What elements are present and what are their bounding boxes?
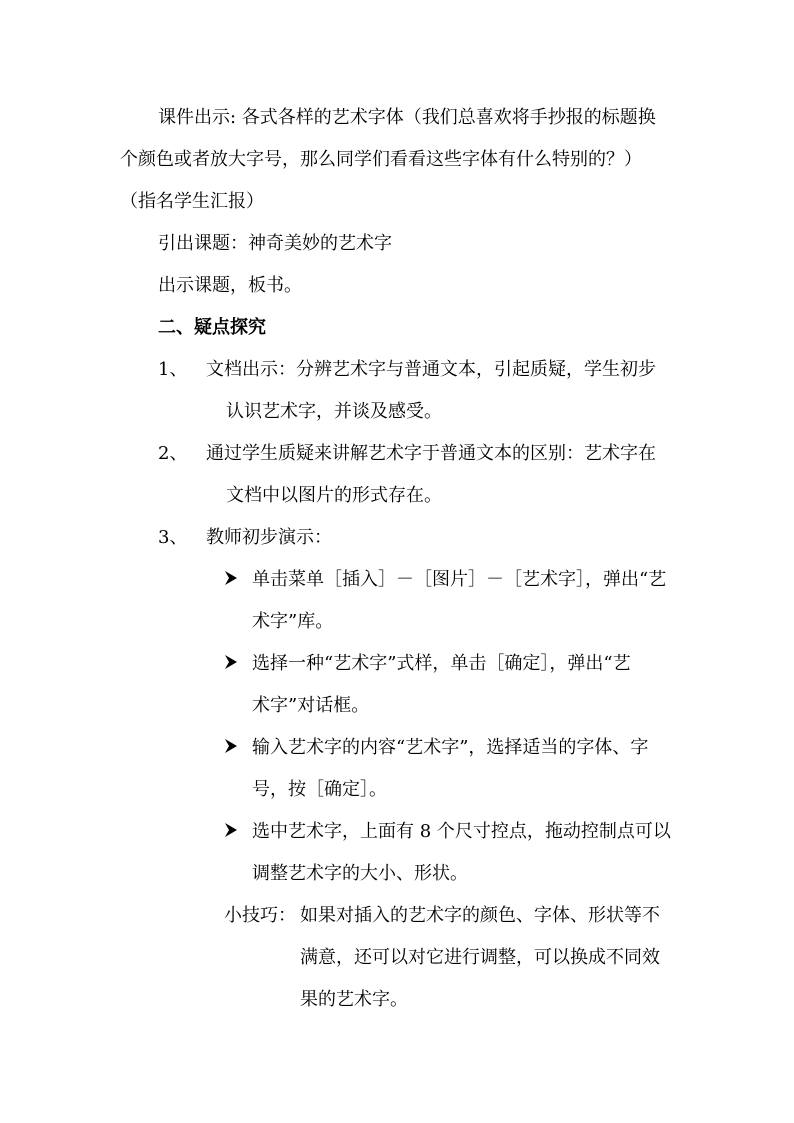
item-number-3: 3、 [158, 527, 188, 548]
item-number-1: 1、 [158, 359, 188, 380]
item-2-line-2: 文档中以图片的形式存在。 [226, 485, 442, 506]
arrow-bullet-icon [224, 654, 238, 670]
intro-line-4: 引出课题：神奇美妙的艺术字 [158, 233, 392, 254]
item-1-line-1: 文档出示：分辨艺术字与普通文本，引起质疑，学生初步 [206, 359, 656, 380]
tip-line-2: 满意，还可以对它进行调整，可以换成不同效 [300, 947, 660, 968]
step-3-line-2: 号，按［确定］。 [252, 779, 387, 800]
arrow-bullet-icon [224, 738, 238, 754]
step-4-line-2: 调整艺术字的大小、形状。 [252, 863, 468, 884]
arrow-bullet-icon [224, 570, 238, 586]
tip-line-1: 如果对插入的艺术字的颜色、字体、形状等不 [300, 905, 660, 926]
intro-line-3: （指名学生汇报） [120, 191, 264, 212]
intro-line-2: 个颜色或者放大字号，那么同学们看看这些字体有什么特别的？） [120, 149, 642, 170]
item-number-2: 2、 [158, 443, 188, 464]
tip-label: 小技巧： [224, 905, 296, 926]
intro-line-1: 课件出示: 各式各样的艺术字体（我们总喜欢将手抄报的标题换 [158, 107, 656, 128]
step-2-line-2: 术字”对话框。 [252, 695, 370, 716]
step-2-line-1: 选择一种“艺术字”式样，单击［确定］，弹出“艺 [252, 653, 631, 674]
arrow-bullet-icon [224, 822, 238, 838]
item-1-line-2: 认识艺术字，并谈及感受。 [226, 401, 442, 422]
step-3-line-1: 输入艺术字的内容“艺术字”，选择适当的字体、字 [252, 737, 649, 758]
step-1-line-2: 术字”库。 [252, 611, 334, 632]
item-2-line-1: 通过学生质疑来讲解艺术字于普通文本的区别：艺术字在 [206, 443, 656, 464]
step-1-line-1: 单击菜单［插入］－［图片］－［艺术字］，弹出“艺 [252, 569, 667, 590]
section-heading: 二、疑点探究 [158, 317, 266, 338]
step-4-line-1: 选中艺术字，上面有 8 个尺寸控点，拖动控制点可以 [252, 821, 671, 842]
tip-line-3: 果的艺术字。 [300, 989, 408, 1010]
intro-line-5: 出示课题，板书。 [158, 275, 302, 296]
item-3-line-1: 教师初步演示： [206, 527, 332, 548]
